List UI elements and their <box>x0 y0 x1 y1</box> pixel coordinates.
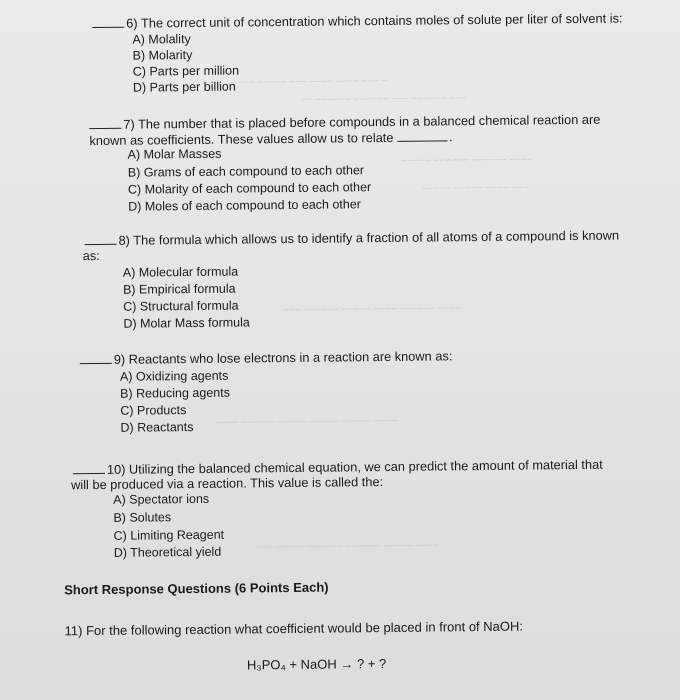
question-9-option-a[interactable]: A) Oxidizing agents <box>119 368 229 384</box>
bleed-through-text: ~~~~ ~~~~~ ~~~~~ ~~~~~ ~~~~~~ ~~~~ <box>214 415 398 429</box>
fill-in-blank[interactable] <box>397 128 447 142</box>
question-7-prompt-line2: known as coefficients. These values allow us to relate . <box>89 129 453 149</box>
question-6-option-d[interactable]: D) Parts per billion <box>132 79 236 95</box>
question-8-prompt-line1: 8) The formula which allows us to identify a fraction of all atoms of a compound is known <box>84 227 619 250</box>
answer-blank[interactable] <box>73 461 105 474</box>
answer-blank[interactable] <box>84 232 116 245</box>
bleed-through-text: ~~~~ ~~~~~ ~~~~~~ ~~~~~~ ~~~~~ ~~~ <box>255 540 440 554</box>
question-7-prompt-line1: 7) The number that is placed before compounds in a balanced chemical reaction are <box>89 111 600 133</box>
question-10-option-c[interactable]: C) Limiting Reagent <box>113 527 225 543</box>
question-8-option-b[interactable]: B) Empirical formula <box>122 281 236 297</box>
question-6-option-b[interactable]: B) Molarity <box>132 47 193 63</box>
question-6-prompt: 6) The correct unit of concentration which contains moles of solute per liter of solvent is: <box>92 9 622 32</box>
question-10-prompt-line1: 10) Utilizing the balanced chemical equation, we can predict the amount of material that <box>73 456 603 479</box>
question-8-option-a[interactable]: A) Molecular formula <box>122 264 239 280</box>
question-10-option-d[interactable]: D) Theoretical yield <box>113 544 222 560</box>
bleed-through-text: ~ ~~~ ~~~~ ~~~~ ~~~ ~~~~~ ~~~~ <box>230 75 388 89</box>
bleed-through-text: ~~~ ~~~~~~ ~~~ ~~~~~~ ~~~~~~ ~~ <box>301 93 467 106</box>
short-response-heading: Short Response Questions (6 Points Each) <box>64 579 329 598</box>
bleed-through-text: ~~~~ ~~~~~~ ~~~~ ~~~~~ ~~~~~~ ~~~ <box>283 303 461 317</box>
question-7-option-a[interactable]: A) Molar Masses <box>127 146 222 162</box>
bleed-through-text: ~~~ ~~~~ ~~~~~ ~~~~~ <box>421 182 530 195</box>
answer-blank[interactable] <box>92 15 124 28</box>
question-8-option-d[interactable]: D) Molar Mass formula <box>123 315 250 331</box>
question-7-option-d[interactable]: D) Moles of each compound to each other <box>128 197 362 214</box>
answer-blank[interactable] <box>89 116 121 129</box>
question-9-option-b[interactable]: B) Reducing agents <box>120 385 230 401</box>
question-9-prompt: 9) Reactants who lose electrons in a reaction are known as: <box>80 347 453 368</box>
question-11-prompt: 11) For the following reaction what coefficient would be placed in front of NaOH: <box>64 618 524 639</box>
question-8-prompt-line2: as: <box>82 247 100 264</box>
question-7-option-b[interactable]: B) Grams of each compound to each other <box>127 163 365 180</box>
answer-blank[interactable] <box>80 351 112 364</box>
question-8-option-c[interactable]: C) Structural formula <box>123 298 239 314</box>
question-9-option-c[interactable]: C) Products <box>120 403 187 418</box>
bleed-through-text: ~~~~ ~~~~~~ ~~~~~~ ~~~~~ <box>401 154 533 167</box>
question-6-option-a[interactable]: A) Molality <box>132 32 191 47</box>
reaction-equation: H₃PO₄ + NaOH → ? + ? <box>246 655 387 673</box>
question-7-option-c[interactable]: C) Molarity of each compound to each other <box>127 180 372 197</box>
question-6-option-c[interactable]: C) Parts per million <box>132 63 240 79</box>
question-10-option-b[interactable]: B) Solutes <box>113 510 172 525</box>
question-10-option-a[interactable]: A) Spectator ions <box>113 491 210 507</box>
question-9-option-d[interactable]: D) Reactants <box>120 419 194 435</box>
question-10-prompt-line2: will be produced via a reaction. This value is called the: <box>71 474 384 493</box>
